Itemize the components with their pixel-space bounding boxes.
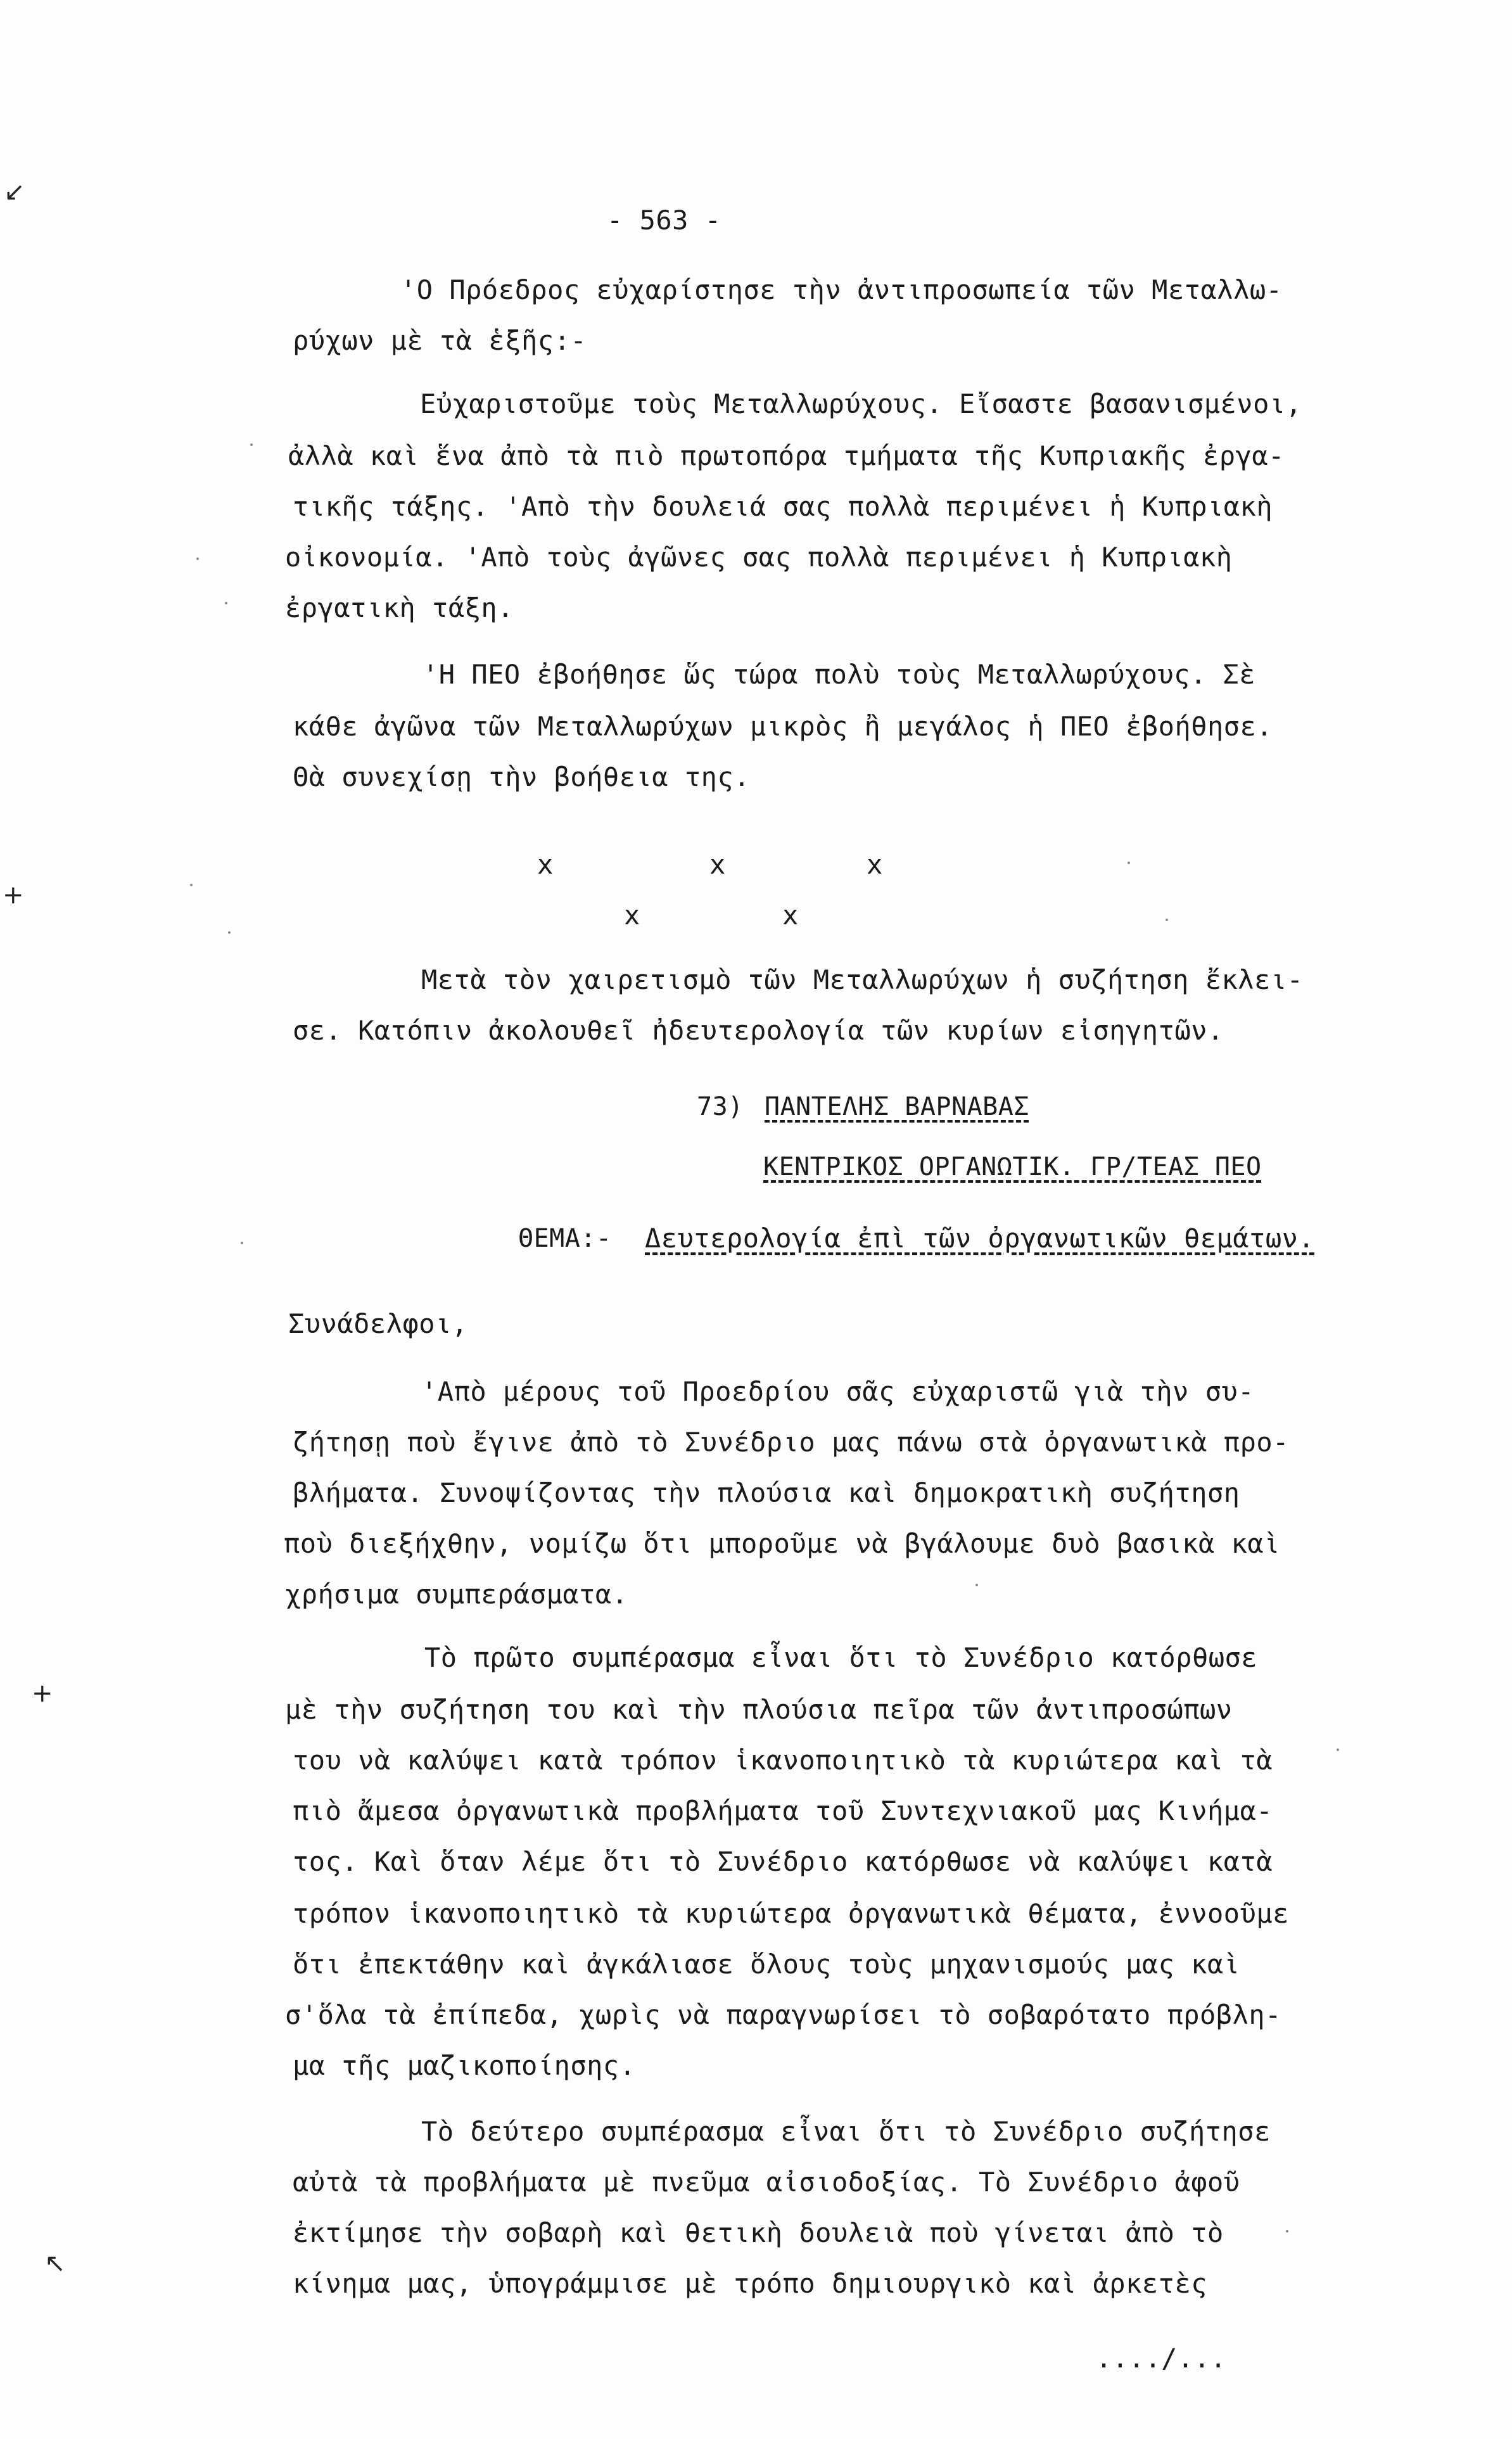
- scan-speck: [225, 602, 227, 604]
- separator-x: x: [537, 849, 554, 880]
- page-number: - 563 -: [607, 205, 721, 236]
- text-line: ὅτι ἐπεκτάθην καὶ ἀγκάλιασε ὅλους τοὺς μηχανισμούς μας καὶ: [293, 1949, 1240, 1980]
- text-line: ἀλλὰ καὶ ἕνα ἀπὸ τὰ πιὸ πρωτοπόρα τμήματα τῆς Κυπριακῆς ἐργα-: [288, 440, 1285, 471]
- text-line: Εὐχαριστοῦμε τοὺς Μεταλλωρύχους. Εἴσαστε βασανισμένοι,: [420, 388, 1302, 419]
- text-line: Θὰ συνεχίσῃ τὴν βοήθεια της.: [293, 761, 751, 793]
- text-line: τρόπον ἱκανοποιητικὸ τὰ κυριώτερα ὀργανωτικὰ θέματα, ἐννοοῦμε: [293, 1898, 1289, 1929]
- text-line: ἐργατικὴ τάξη.: [285, 592, 514, 623]
- scan-speck: [196, 557, 199, 560]
- text-line: 'Ο Πρόεδρος εὐχαρίστησε τὴν ἀντιπροσωπεία τῶν Μεταλλω-: [400, 274, 1283, 305]
- text-line: ρύχων μὲ τὰ ἑξῆς:-: [293, 325, 587, 356]
- text-line: Μετὰ τὸν χαιρετισμὸ τῶν Μεταλλωρύχων ἡ συζήτηση ἔκλει-: [421, 964, 1304, 995]
- speaker-name: ΠΑΝΤΕΛΗΣ ΒΑΡΝΑΒΑΣ: [765, 1092, 1029, 1121]
- scan-speck: [190, 884, 193, 886]
- text-line: χρήσιμα συμπεράσματα.: [285, 1579, 628, 1610]
- margin-tick-mark: ↖: [44, 2249, 66, 2278]
- scan-speck: [241, 1242, 243, 1244]
- margin-tick-mark: +: [32, 1679, 53, 1708]
- text-line: τος. Καὶ ὅταν λέμε ὅτι τὸ Συνέδριο κατόρθωσε νὰ καλύψει κατὰ: [293, 1846, 1273, 1877]
- text-line: σε. Κατόπιν ἀκολουθεῖ ἠδευτερολογία τῶν κυρίων εἰσηγητῶν.: [293, 1015, 1224, 1046]
- text-line: μὲ τὴν συζήτηση του καὶ τὴν πλούσια πεῖρα τῶν ἀντιπροσώπων: [285, 1694, 1233, 1725]
- text-line: μα τῆς μαζικοποίησης.: [293, 2050, 636, 2081]
- text-line: ἐκτίμησε τὴν σοβαρὴ καὶ θετικὴ δουλειὰ ποὺ γίνεται ἀπὸ τὸ: [293, 2217, 1224, 2248]
- text-line: Τὸ πρῶτο συμπέρασμα εἶναι ὅτι τὸ Συνέδριο κατόρθωσε: [424, 1642, 1258, 1673]
- scan-speck: [1166, 919, 1168, 921]
- text-line: τικῆς τάξης. 'Απὸ τὴν δουλειά σας πολλὰ περιμένει ἡ Κυπριακὴ: [293, 491, 1273, 522]
- text-line: κίνημα μας, ὑπογράμμισε μὲ τρόπο δημιουργικὸ καὶ ἀρκετὲς: [293, 2268, 1208, 2299]
- theme-label: ΘΕΜΑ:-: [518, 1224, 612, 1253]
- theme-text: Δευτερολογία ἐπὶ τῶν ὀργανωτικῶν θεμάτων.: [645, 1223, 1315, 1254]
- text-line: 'Η ΠΕΟ ἐβοήθησε ὥς τώρα πολὺ τοὺς Μεταλλωρύχους. Σὲ: [422, 659, 1256, 690]
- text-line: σ'ὅλα τὰ ἐπίπεδα, χωρὶς νὰ παραγνωρίσει τὸ σοβαρότατο πρόβλη-: [285, 1999, 1281, 2030]
- scan-speck: [250, 443, 253, 446]
- separator-x: x: [867, 849, 883, 880]
- text-line: κάθε ἀγῶνα τῶν Μεταλλωρύχων μικρὸς ἢ μεγάλος ἡ ΠΕΟ ἐβοήθησε.: [293, 711, 1273, 742]
- text-line: Τὸ δεύτερο συμπέρασμα εἶναι ὅτι τὸ Συνέδριο συζήτησε: [421, 2116, 1271, 2147]
- text-line: αὐτὰ τὰ προβλήματα μὲ πνεῦμα αἰσιοδοξίας. Τὸ Συνέδριο ἀφοῦ: [293, 2167, 1240, 2198]
- continuation-mark: ..../...: [1096, 2343, 1227, 2374]
- scan-speck: [1286, 2230, 1288, 2232]
- speaker-role: ΚΕΝΤΡΙΚΟΣ ΟΡΓΑΝΩΤΙΚ. ΓΡ/ΤΕΑΣ ΠΕΟ: [763, 1152, 1262, 1181]
- separator-x: x: [782, 900, 799, 931]
- separator-x: x: [709, 849, 726, 880]
- margin-tick-mark: +: [3, 881, 24, 910]
- scan-speck: [975, 1584, 978, 1586]
- text-line: βλήματα. Συνοψίζοντας τὴν πλούσια καὶ δημοκρατικὴ συζήτηση: [293, 1477, 1240, 1508]
- separator-x: x: [624, 900, 640, 931]
- text-line: οἰκονομία. 'Απὸ τοὺς ἀγῶνες σας πολλὰ περιμένει ἡ Κυπριακὴ: [285, 542, 1233, 573]
- salutation: Συνάδελφοι,: [288, 1308, 468, 1339]
- scan-speck: [1337, 1748, 1339, 1751]
- speaker-number: 73): [697, 1092, 744, 1121]
- text-line: 'Απὸ μέρους τοῦ Προεδρίου σᾶς εὐχαριστῶ γιὰ τὴν συ-: [421, 1376, 1255, 1407]
- text-line: πιὸ ἄμεσα ὀργανωτικὰ προβλήματα τοῦ Συντεχνιακοῦ μας Κινήμα-: [293, 1795, 1273, 1826]
- text-line: ζήτησῃ ποὺ ἔγινε ἀπὸ τὸ Συνέδριο μας πάνω στὰ ὀργανωτικὰ προ-: [293, 1427, 1289, 1458]
- margin-tick-mark: ↙: [4, 177, 25, 207]
- scan-speck: [1128, 862, 1130, 864]
- scan-speck: [228, 931, 231, 934]
- text-line: ποὺ διεξήχθην, νομίζω ὅτι μποροῦμε νὰ βγάλουμε δυὸ βασικὰ καὶ: [284, 1528, 1280, 1559]
- text-line: του νὰ καλύψει κατὰ τρόπον ἱκανοποιητικὸ τὰ κυριώτερα καὶ τὰ: [293, 1745, 1273, 1776]
